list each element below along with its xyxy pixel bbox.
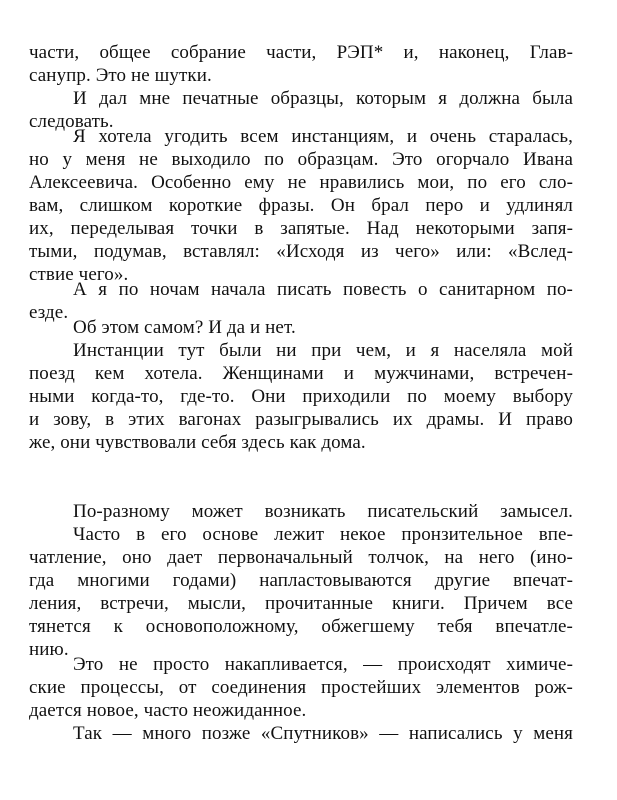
text-line: чатление, оно дает первоначальный толчок, на него (ино- [29,547,573,568]
text-line: ствие чего». [29,264,129,285]
text-line: Алексеевича. Особенно ему не нравились мои, по его сло- [29,172,573,193]
text-line: А я по ночам начала писать повесть о санитарном по- [73,279,573,300]
text-line: Инстанции тут были ни при чем, и я населяла мой [73,340,573,361]
text-line: санупр. Это не шутки. [29,65,212,86]
text-line: Часто в его основе лежит некое пронзительное впе- [73,524,573,545]
text-line: и зову, в этих вагонах разыгрывались их драмы. И право [29,409,573,430]
text-line: ления, встречи, мысли, прочитанные книги. Причем все [29,593,573,614]
text-line: вам, слишком короткие фразы. Он брал перо и удлинял [29,195,573,216]
text-line: ными когда-то, где-то. Они приходили по моему выбору [29,386,573,407]
text-line: И дал мне печатные образцы, которым я должна была [73,88,573,109]
text-line: Так — много позже «Спутников» — написались у меня [73,723,573,744]
text-line: гда многими годами) напластовываются другие впечат- [29,570,573,591]
text-line: тыми, подумав, вставлял: «Исходя из чего» или: «Вслед- [29,241,573,262]
text-line: ские процессы, от соединения простейших элементов рож- [29,677,573,698]
text-line: Я хотела угодить всем инстанциям, и очень старалась, [73,126,573,147]
text-line: По-разному может возникать писательский замысел. [73,501,573,522]
text-line: их, переделывая точки в запятые. Над некоторыми запя- [29,218,573,239]
text-line: поезд кем хотела. Женщинами и мужчинами, встречен- [29,363,573,384]
text-line: следовать. [29,111,114,132]
text-line: тянется к основоположному, обжегшему тебя впечатле- [29,616,573,637]
text-line: нию. [29,639,69,660]
text-line: езде. [29,302,69,323]
text-line: но у меня не выходило по образцам. Это огорчало Ивана [29,149,573,170]
text-line: дается новое, часто неожиданное. [29,700,307,721]
text-line: Об этом самом? И да и нет. [73,317,296,338]
text-line: Это не просто накапливается, — происходят химиче- [73,654,573,675]
text-line: же, они чувствовали себя здесь как дома. [29,432,366,453]
text-line: части, общее собрание части, РЭП* и, наконец, Глав- [29,42,573,63]
